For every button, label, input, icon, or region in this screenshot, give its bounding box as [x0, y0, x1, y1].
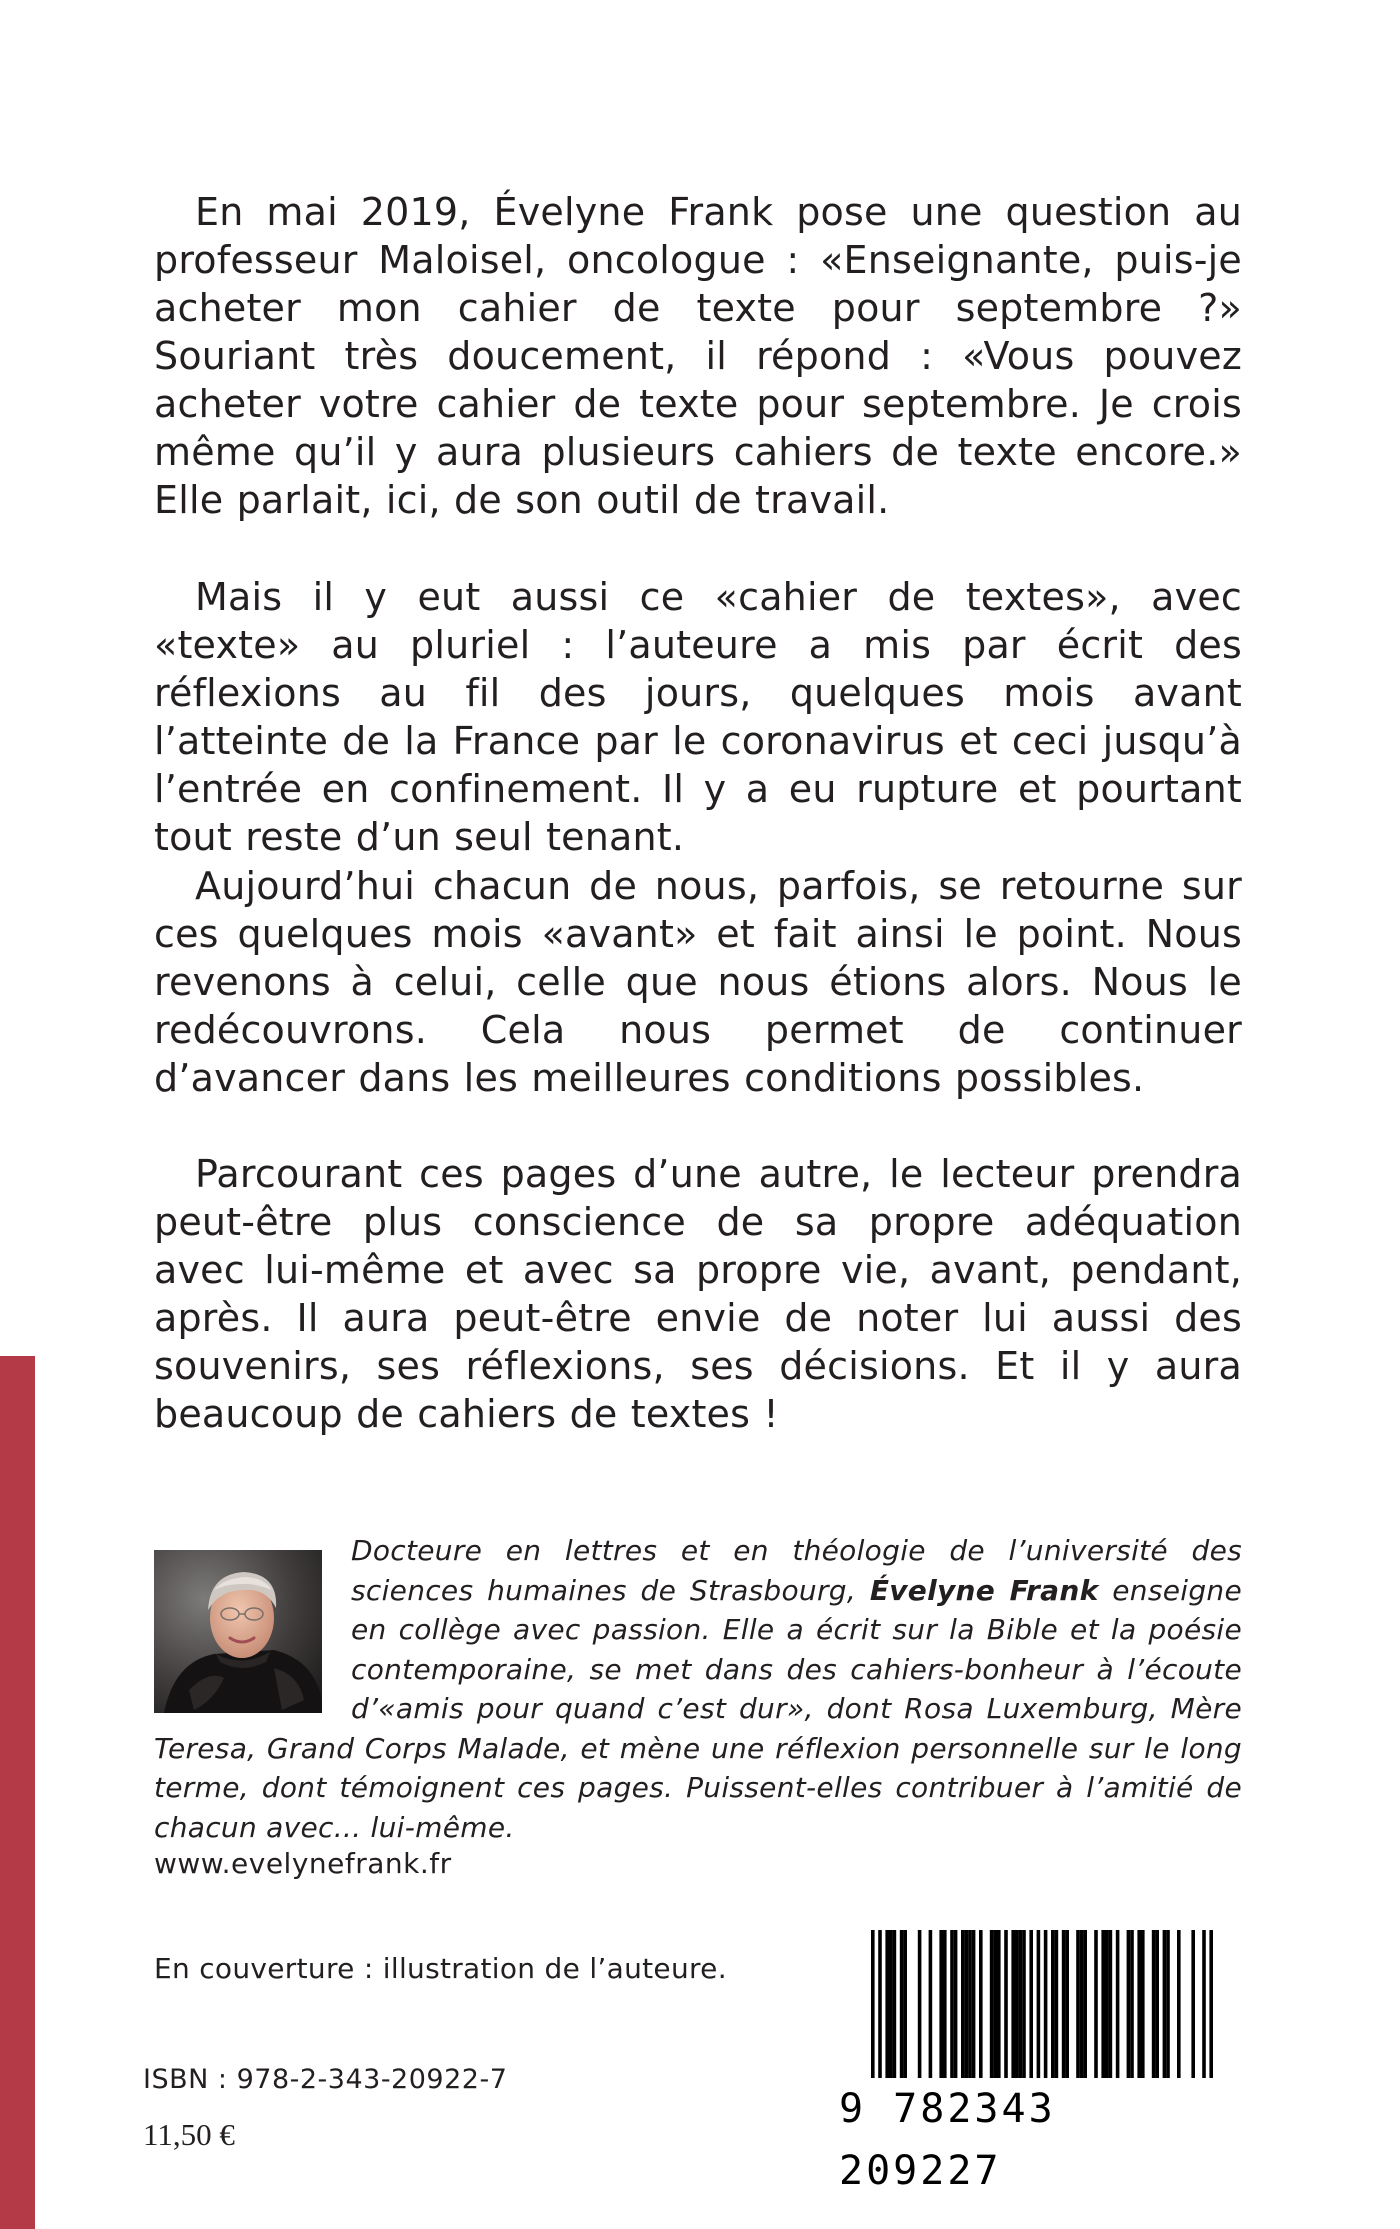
barcode-bar	[1004, 1930, 1008, 2078]
barcode-bar	[1029, 1930, 1033, 2078]
barcode-bar	[1051, 1930, 1055, 2078]
barcode-bar	[993, 1930, 997, 2078]
barcode-bar	[997, 1930, 1001, 2078]
barcode-bar	[1080, 1930, 1084, 2078]
barcode-bar	[885, 1930, 889, 2078]
blurb-paragraph: Mais il y eut aussi ce «cahier de textes», avec «texte» au pluriel : l’auteure a mis par écrit des réflexions au fil des jours, quelques mois avant l’atteinte de la France par le coronavirus et ceci jusqu’à l’entrée en confinement. Il y a eu rupture et pourtant tout reste d’un seul tenant.	[154, 575, 1242, 859]
barcode-bar	[1177, 1930, 1181, 2078]
barcode-bar	[900, 1930, 904, 2078]
barcode-bar	[965, 1930, 969, 2078]
barcode-bar	[950, 1930, 954, 2078]
barcode-bar	[1083, 1930, 1087, 2078]
barcode-bar	[1137, 1930, 1141, 2078]
barcode-bar	[961, 1930, 965, 2078]
barcode-bar	[1094, 1930, 1098, 2078]
barcode-bar	[943, 1930, 947, 2078]
barcode-bar	[954, 1930, 958, 2078]
barcode-bar	[889, 1930, 893, 2078]
barcode-bar	[903, 1930, 907, 2078]
author-name: Évelyne Frank	[869, 1573, 1099, 1607]
barcode-bar	[1015, 1930, 1019, 2078]
barcode-bar	[1109, 1930, 1113, 2078]
barcode-bar	[1152, 1930, 1156, 2078]
barcode-digits: 9 782343 209227	[839, 2078, 1241, 2140]
barcode-bar	[990, 1930, 994, 2078]
barcode-bar	[1163, 1930, 1167, 2078]
barcode-bar	[1155, 1930, 1159, 2078]
barcode-bar	[1166, 1930, 1170, 2078]
barcode-bar	[1019, 1930, 1023, 2078]
blurb-paragraph: Parcourant ces pages d’une autre, le lecteur prendra peut-être plus conscience de sa propre adéquation avec lui-même et avec sa propre vie, avant, pendant, après. Il aura peut-être envie de noter lui aussi des souvenirs, ses réflexions, ses décisions. Et il y aura beaucoup de cahiers de textes !	[154, 1152, 1242, 1436]
blurb-paragraph: Aujourd’hui chacun de nous, parfois, se retourne sur ces quelques mois «avant» et fait ainsi le point. Nous revenons à celui, celle que nous étions alors. Nous le redécouvrons. Cela nous permet de continuer d’avancer dans les meilleures conditions possibles.	[154, 864, 1242, 1100]
barcode-bar	[1065, 1930, 1069, 2078]
isbn-number: ISBN : 978-2-343-20922-7	[143, 2064, 508, 2095]
price: 11,50 €	[143, 2117, 235, 2152]
photo-text-wrap	[154, 1531, 351, 1726]
barcode-bar	[1022, 1930, 1026, 2078]
blurb-paragraph: En mai 2019, Évelyne Frank pose une question au professeur Maloisel, oncologue : «Enseignante, puis-je acheter mon cahier de texte pour septembre ?» Souriant très doucement, il répond : «Vous pouvez acheter votre cahier de texte pour septembre. Je crois même qu’il y aura plusieurs cahiers de texte encore.» Elle parlait, ici, de son outil de travail.	[154, 190, 1242, 522]
barcode-bar	[1011, 1930, 1015, 2078]
cover-credit: En couverture : illustration de l’auteure.	[154, 1952, 727, 1985]
barcode-bar	[918, 1930, 922, 2078]
barcode-bar	[1101, 1930, 1105, 2078]
barcode-bar	[1127, 1930, 1131, 2078]
barcode-bar	[1055, 1930, 1059, 2078]
barcode-bar	[1116, 1930, 1120, 2078]
author-bio-text: Docteure en lettres et en théologie de l’université des sciences humaines de Strasbourg,	[351, 1534, 1242, 1607]
barcode-bar	[979, 1930, 983, 2078]
barcode-bar	[1141, 1930, 1145, 2078]
barcode-bar	[939, 1930, 943, 2078]
barcode-bar	[1076, 1930, 1080, 2078]
barcode-bar	[1130, 1930, 1134, 2078]
author-bio	[154, 1531, 1242, 1847]
author-website: www.evelynefrank.fr	[154, 1847, 452, 1880]
barcode-bar	[1105, 1930, 1109, 2078]
author-bio-text: enseigne en collège avec passion. Elle a écrit sur la Bible et la poésie contemporaine, se met dans des cahiers-bonheur à l’écoute d’«amis pour quand c’est dur», dont Rosa Luxemburg, Mère Teresa, Grand Corps Malade, et mène une réflexion personnelle sur le long terme, dont témoignent ces pages. Puissent-elles contribuer à l’amitié de chacun avec... lui-même.	[154, 1573, 1242, 1844]
barcode-bar	[929, 1930, 933, 2078]
barcode-bar	[893, 1930, 897, 2078]
barcode-bar	[1191, 1930, 1195, 2078]
barcode-bar	[972, 1930, 976, 2078]
barcode-bar	[1062, 1930, 1066, 2078]
accent-side-stripe	[0, 1356, 35, 2229]
barcode-bar	[968, 1930, 972, 2078]
